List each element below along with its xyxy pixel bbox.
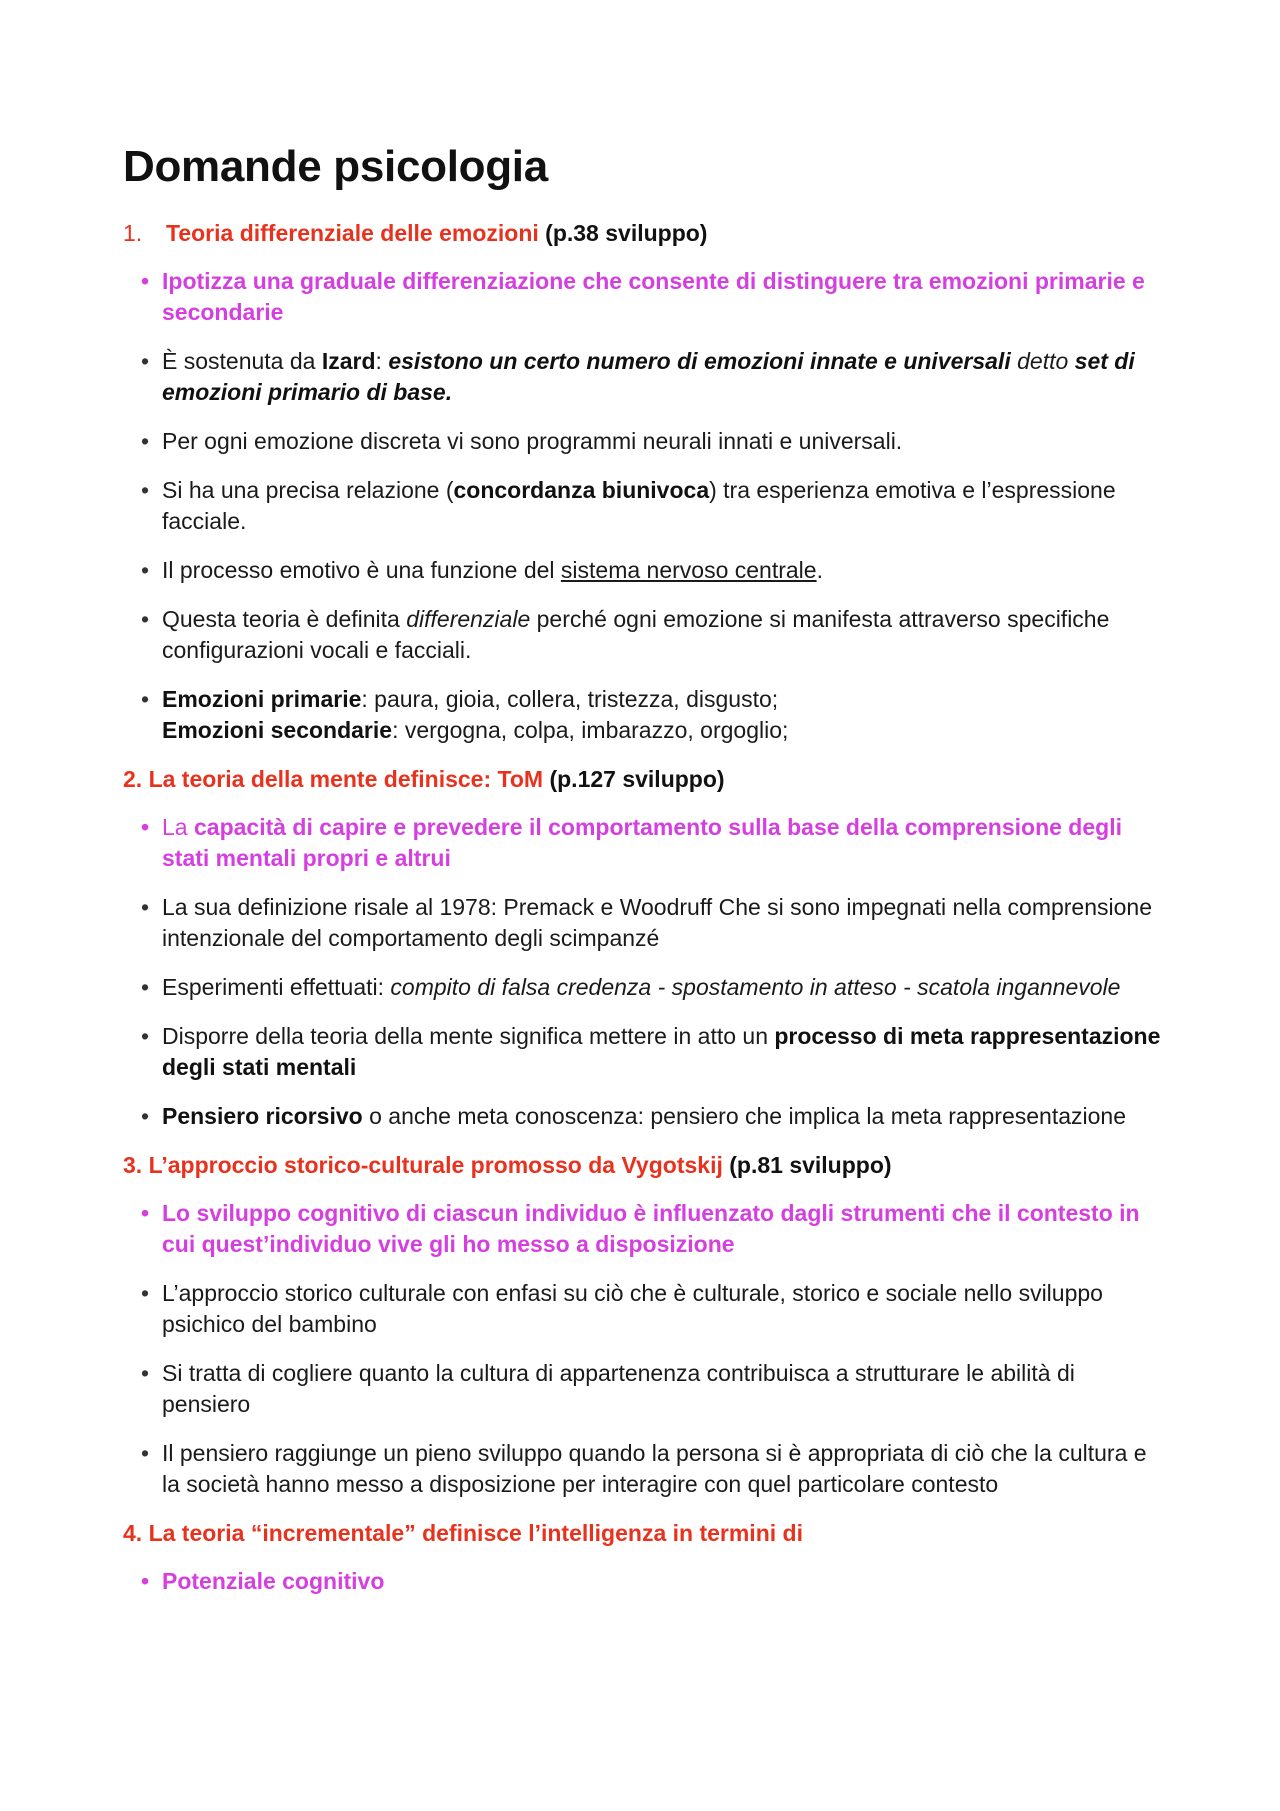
page-title: Domande psicologia — [123, 142, 548, 191]
document-page — [123, 142, 1163, 1615]
list-item: • Il pensiero raggiunge un pieno sviluppo quando la persona si è appropriata di ciò che la cultura e la società hanno messo a disposizione per interagire con quel particolare contesto — [162, 1438, 1163, 1500]
question-reference: (p.38 sviluppo) — [545, 220, 708, 246]
question-1-heading — [123, 218, 1163, 248]
list-item: • Ipotizza una graduale differenziazione che consente di distinguere tra emozioni primarie e secondarie — [162, 266, 1163, 328]
question-3-bullets — [123, 1198, 1163, 1500]
list-item: • È sostenuta da Izard: esistono un certo numero di emozioni innate e universali detto set di emozioni primario di base. — [162, 346, 1163, 408]
list-item: • Pensiero ricorsivo o anche meta conoscenza: pensiero che implica la meta rappresentazione — [162, 1101, 1163, 1132]
list-item: • La capacità di capire e prevedere il comportamento sulla base della comprensione degli stati mentali propri e altrui — [162, 812, 1163, 874]
question-number: 1. — [123, 220, 143, 246]
list-item: • Si tratta di cogliere quanto la cultura di appartenenza contribuisca a strutturare le abilità di pensiero — [162, 1358, 1163, 1420]
list-item: • Potenziale cognitivo — [162, 1566, 1163, 1597]
question-3-heading — [123, 1150, 1163, 1180]
question-title: L’approccio storico-culturale promosso da Vygotskij — [142, 1152, 723, 1178]
question-number: 2. — [123, 766, 143, 792]
question-title: La teoria della mente definisce: ToM — [142, 766, 544, 792]
list-item: • Questa teoria è definita differenziale perché ogni emozione si manifesta attraverso specifiche configurazioni vocali e facciali. — [162, 604, 1163, 666]
question-number: 3. — [123, 1152, 143, 1178]
list-item: • Per ogni emozione discreta vi sono programmi neurali innati e universali. — [162, 426, 1163, 457]
question-title: La teoria “incrementale” definisce l’intelligenza in termini di — [142, 1520, 803, 1546]
question-title: Teoria differenziale delle emozioni — [166, 220, 539, 246]
question-2-bullets — [123, 812, 1163, 1132]
question-number: 4. — [123, 1520, 143, 1546]
list-item: • Si ha una precisa relazione (concordanza biunivoca) tra esperienza emotiva e l’espressione facciale. — [162, 475, 1163, 537]
question-4-heading — [123, 1518, 1163, 1548]
question-reference: (p.127 sviluppo) — [543, 766, 725, 792]
list-item: • Lo sviluppo cognitivo di ciascun individuo è influenzato dagli strumenti che il contesto in cui quest’individuo vive gli ho messo a disposizione — [162, 1198, 1163, 1260]
question-4-bullets — [123, 1566, 1163, 1597]
list-item: • Emozioni primarie: paura, gioia, collera, tristezza, disgusto; Emozioni secondarie: vergogna, colpa, imbarazzo, orgoglio; — [162, 684, 1163, 746]
list-item: • L’approccio storico culturale con enfasi su ciò che è culturale, storico e sociale nello sviluppo psichico del bambino — [162, 1278, 1163, 1340]
question-2-heading — [123, 764, 1163, 794]
question-1-bullets — [123, 266, 1163, 746]
question-reference: (p.81 sviluppo) — [722, 1152, 892, 1178]
list-item: • Il processo emotivo è una funzione del sistema nervoso centrale. — [162, 555, 1163, 586]
list-item: • Disporre della teoria della mente significa mettere in atto un processo di meta rappresentazione degli stati mentali — [162, 1021, 1163, 1083]
list-item: • La sua definizione risale al 1978: Premack e Woodruff Che si sono impegnati nella comprensione intenzionale del comportamento degli scimpanzé — [162, 892, 1163, 954]
list-item: • Esperimenti effettuati: compito di falsa credenza - spostamento in atteso - scatola ingannevole — [162, 972, 1163, 1003]
